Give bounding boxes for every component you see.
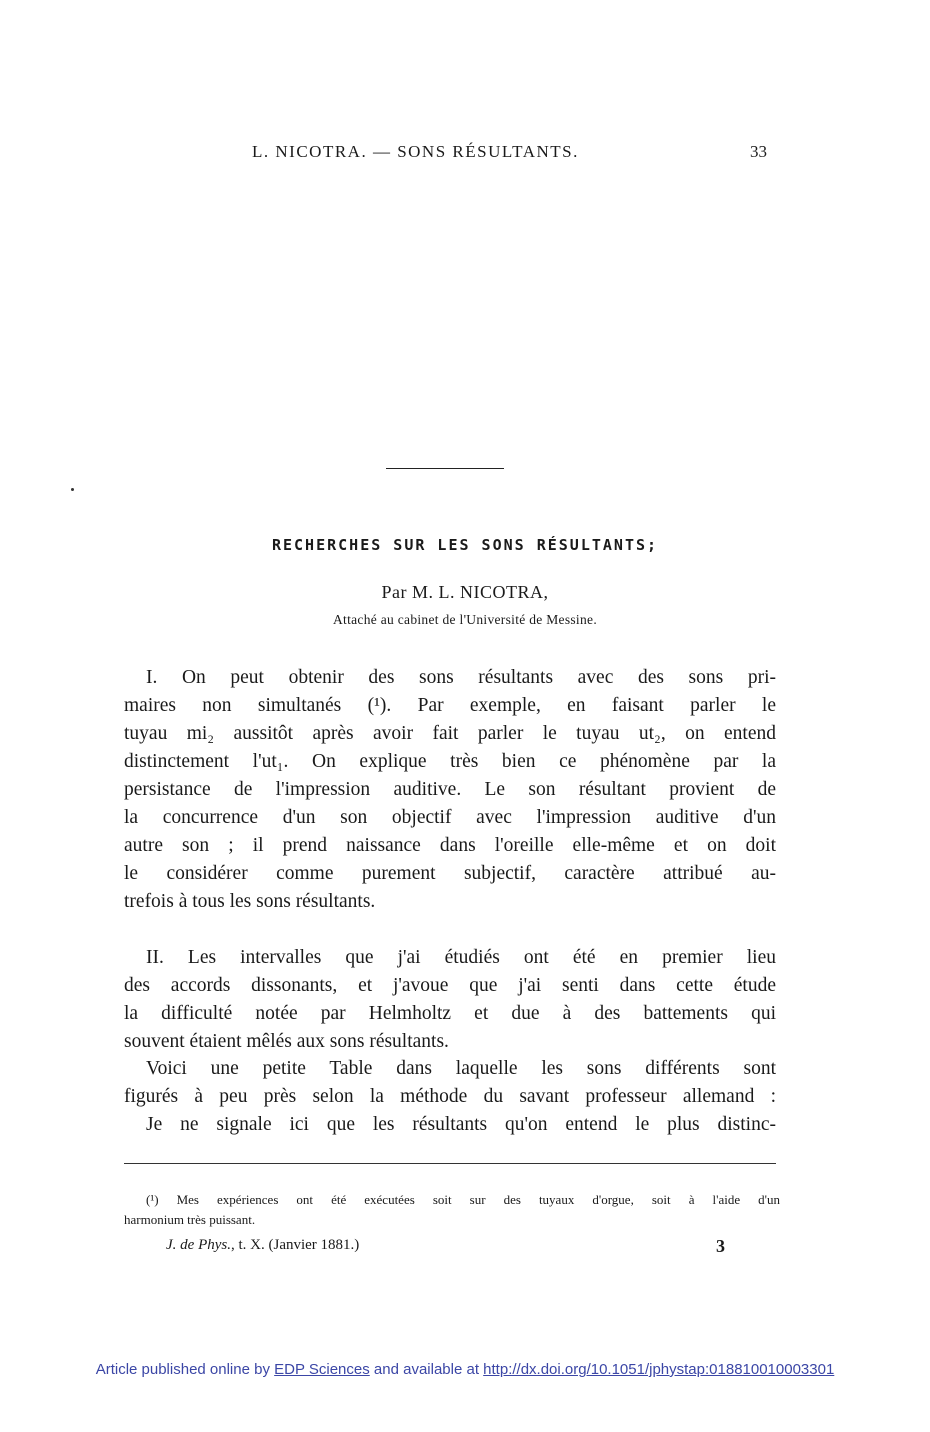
body-line: le considérer comme purement subjectif, caractère attribué au-: [124, 863, 776, 884]
article-author: Par M. L. NICOTRA,: [381, 582, 549, 602]
signature-mark: 3: [716, 1236, 725, 1256]
body-line: autre son ; il prend naissance dans l'oreille elle-même et on doit: [124, 835, 776, 856]
body-line: figurés à peu près selon la méthode du savant professeur allemand :: [124, 1086, 776, 1107]
running-head: [0, 142, 930, 166]
body-line: trefois à tous les sons résultants.: [124, 891, 376, 912]
author-affiliation: Attaché au cabinet de l'Université de Messine.: [332, 612, 598, 627]
body-line: I. On peut obtenir des sons résultants avec des sons pri-: [146, 667, 776, 688]
body-line: distinctement l'ut₁. On explique très bien ce phénomène par la: [124, 751, 776, 772]
publisher-link[interactable]: EDP Sciences: [274, 1361, 370, 1378]
footnote-line: harmonium très puissant.: [124, 1212, 256, 1227]
running-head-title: L. NICOTRA. — SONS RÉSULTANTS.: [252, 142, 579, 161]
body-line: Je ne signale ici que les résultants qu'on entend le plus distinc-: [146, 1114, 776, 1135]
body-line: Voici une petite Table dans laquelle les sons différents sont: [146, 1058, 776, 1079]
body-line: la difficulté notée par Helmholtz et due à des battements qui: [124, 1003, 776, 1024]
body-line: II. Les intervalles que j'ai étudiés ont été en premier lieu: [146, 947, 776, 968]
body-line: maires non simultanés (¹). Par exemple, en faisant parler le: [124, 695, 776, 716]
footnote-rule: [124, 1163, 776, 1164]
notice-prefix: Article published online by: [95, 1361, 275, 1378]
section-divider: [386, 468, 504, 469]
body-line: tuyau mi₂ aussitôt après avoir fait parler le tuyau ut₂, on entend: [124, 723, 776, 744]
print-speck: [71, 488, 74, 491]
doi-link[interactable]: http://dx.doi.org/10.1051/jphystap:018810010003301: [483, 1361, 835, 1378]
body-line: souvent étaient mêlés aux sons résultants.: [124, 1031, 449, 1052]
body-line: des accords dissonants, et j'avoue que j'ai senti dans cette étude: [124, 975, 776, 996]
notice-middle: and available at: [369, 1361, 484, 1378]
journal-name: J. de Phys.: [166, 1237, 231, 1253]
journal-reference: [166, 1237, 359, 1254]
article-title: RECHERCHES SUR LES SONS RÉSULTANTS;: [271, 536, 659, 554]
body-line: la concurrence d'un son objectif avec l'impression auditive d'un: [124, 807, 776, 828]
page-number: 33: [750, 142, 767, 161]
journal-details: , t. X. (Janvier 1881.): [230, 1237, 360, 1253]
footnote-line: (¹) Mes expériences ont été exécutées soit sur des tuyaux d'orgue, soit à l'aide d'un: [146, 1192, 780, 1207]
body-line: persistance de l'impression auditive. Le son résultant provient de: [124, 779, 776, 800]
publication-notice: [0, 1361, 930, 1378]
